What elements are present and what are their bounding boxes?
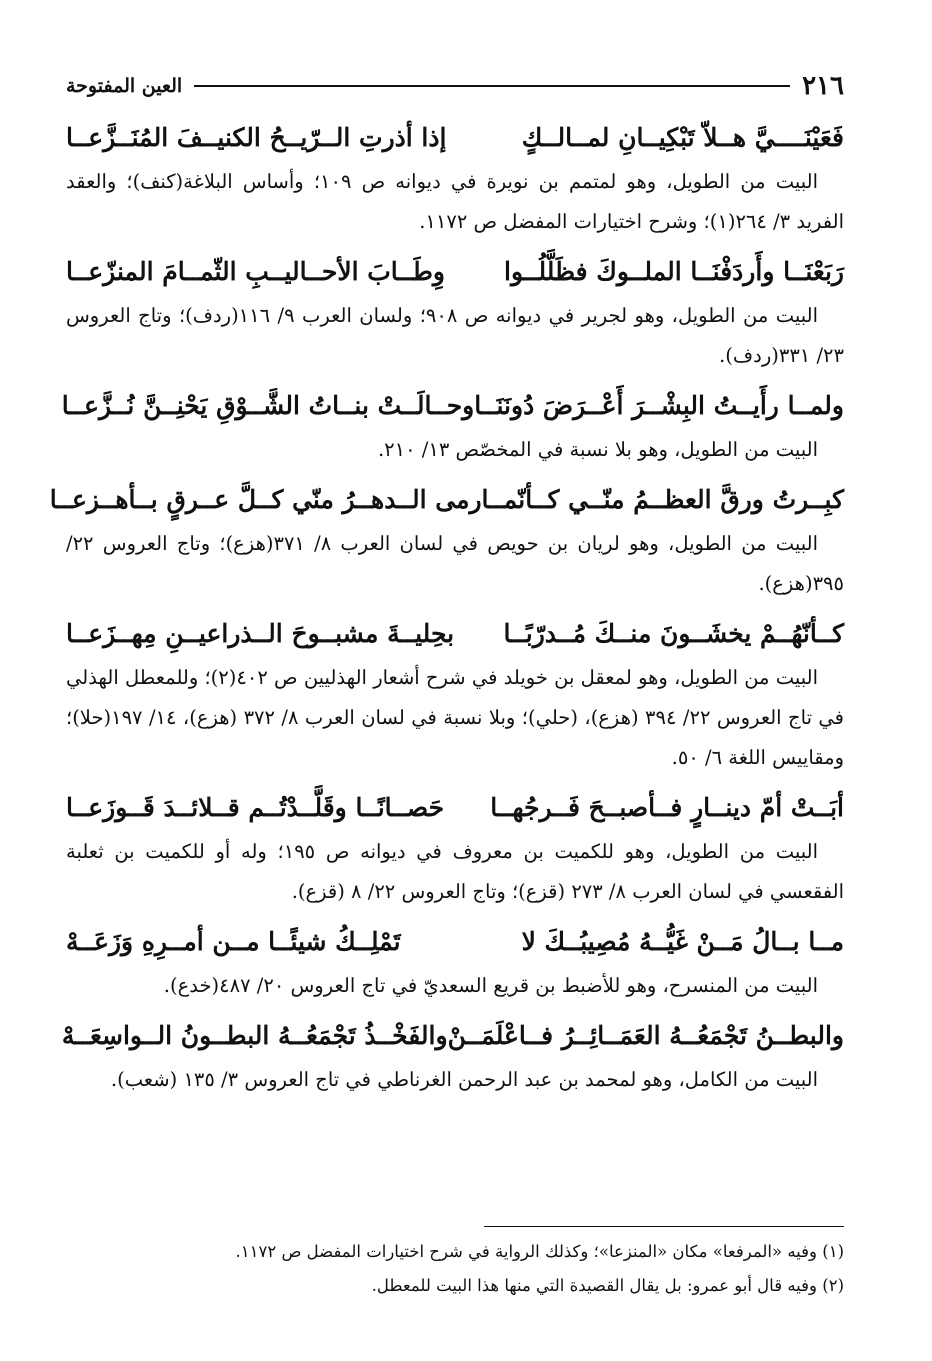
verse-first-hemistich: فَعَيْنَــــيَّ هــلاّ تَبْكِيــانِ لمــالــكٍ (521, 123, 844, 152)
verse-entry-3 (61, 382, 844, 470)
verse-first-hemistich: رَبَعْنَــا وأَردَفْنَــا الملــوكَ فظَلَّلُــوا (504, 257, 844, 286)
verse-second-hemistich: وِطَــابَ الأحــاليــبِ الثّمــامَ المنزّعــا (66, 257, 446, 286)
verse-commentary: البيت من الكامل، وهو لمحمد بن عبد الرحمن الغرناطي في تاج العروس ٣/ ١٣٥ (شعب). (110, 1068, 818, 1091)
running-title: العين المفتوحة (66, 75, 183, 97)
footnotes (66, 1226, 844, 1303)
verse-entry-8 (61, 1012, 844, 1100)
verse-first-hemistich: ولمــا رأَيــتُ البِشْــرَ أَعْــرَضَ دُونَنَــا (474, 391, 844, 420)
verse-commentary: البيت من الطويل، وهو بلا نسبة في المخصّص ١٣/ ٢١٠. (377, 438, 818, 461)
verse-first-hemistich: والبطــنُ تَجْمَعُــهُ العَمَــائِــرُ فــاعْلَمَــنْ (447, 1021, 844, 1050)
verse-first-hemistich: أبَــتْ أمّ دينــارٍ فــأصبــحَ فَــرجُهــا (490, 793, 844, 822)
verse-second-hemistich: تَمْلِــكُ شيئًــا مــن أمــرِهِ وَزَعَــهْ (66, 927, 401, 956)
verse-entry-1 (66, 114, 844, 242)
footnote-1: (١) وفيه «المرفعا» مكان «المنزعا»؛ وكذلك الرواية في شرح اختيارات المفضل ص ١١٧٢. (235, 1242, 844, 1261)
verse-entry-6 (66, 784, 844, 912)
verse-second-hemistich: إذا أذرتِ الــرّيــحُ الكنيــفَ المُنَــزَّعــا (66, 123, 447, 152)
verse-commentary: البيت من الطويل، وهو لمتمم بن نويرة في ديوانه ص ١٠٩؛ وأساس البلاغة(كنف)؛ والعقد الفريد ٣/ ٢٦٤(١)؛ وشرح اختيارات المفضل ص ١١٧٢. (66, 170, 844, 233)
verse-first-hemistich: مــا بــالُ مَــنْ غَيُّــهُ مُصِيبُــكَ لا (521, 927, 844, 956)
verse-entry-2 (66, 248, 844, 376)
verse-entry-5 (66, 610, 844, 778)
verse-second-hemistich: والفَخْــذُ تَجْمَعُــهُ البطــونُ الــواسِعَــهْ (61, 1021, 448, 1050)
verse-second-hemistich: بحِليــةَ مشبــوحَ الــذراعيــنِ مِهــزَعــا (66, 619, 455, 648)
entries (49, 114, 845, 1100)
verse-commentary: البيت من الطويل، وهو لمعقل بن خويلد في شرح أشعار الهذليين ص ٤٠٢(٢)؛ وللمعطل الهذلي في تاج العروس ٢٢/ ٣٩٤ (هزع)، (حلي)؛ وبلا نسبة في لسان العرب ٨/ ٣٧٢ (هزع)، ١٤/ ١٩٧(حلا)؛ ومقاييس اللغة ٦/ ٥٠. (66, 666, 845, 769)
verse-line (61, 1012, 844, 1060)
verse-second-hemistich: رمى الــدهــرُ منّي كــلَّ عــرقٍ بــأهــزعــا (49, 485, 482, 514)
verse-line (49, 476, 844, 524)
verse-second-hemistich: وحــالَــتْ بنــاتُ الشَّــوْقِ يَحْنِــنَّ نُــزَّعــا (61, 391, 475, 420)
verse-commentary: البيت من الطويل، وهو للكميت بن معروف في ديوانه ص ١٩٥؛ وله أو للكميت بن ثعلبة الفقعسي في لسان العرب ٨/ ٢٧٣ (قزع)؛ وتاج العروس ٢٢/ ٨ (قزع). (66, 840, 844, 903)
page-number: ٢١٦ (802, 71, 844, 101)
verse-line (66, 610, 844, 658)
footnote-rule (484, 1226, 844, 1227)
verse-line (66, 248, 844, 296)
verse-first-hemistich: كــأنّهُــمْ يخشَــونَ منــكَ مُــدرّبًــا (503, 619, 844, 648)
verse-entry-4 (49, 476, 844, 604)
verse-commentary: البيت من الطويل، وهو لريان بن حويص في لسان العرب ٨/ ٣٧١(هزع)؛ وتاج العروس ٢٢/ ٣٩٥(هزع). (66, 532, 844, 595)
header-rule (194, 85, 790, 87)
verse-line (66, 918, 844, 966)
page-header (66, 66, 844, 106)
verse-second-hemistich: حَصــانًــا وقَلَّــدْتُــم قــلائــدَ قَــوزَعــا (66, 793, 445, 822)
verse-line (66, 114, 844, 162)
verse-commentary: البيت من المنسرح، وهو للأضبط بن قريع السعديّ في تاج العروس ٢٠/ ٤٨٧(خدع). (163, 974, 818, 997)
verse-line (66, 784, 844, 832)
footnote-2: (٢) وفيه قال أبو عمرو: بل يقال القصيدة التي منها هذا البيت للمعطل. (371, 1276, 844, 1295)
verse-line (61, 382, 844, 430)
verse-first-hemistich: كبِــرتُ ورقَّ العظــمُ منّــي كــأنّمــا (481, 485, 844, 514)
verse-entry-7 (66, 918, 844, 1006)
verse-commentary: البيت من الطويل، وهو لجرير في ديوانه ص ٩٠٨؛ ولسان العرب ٩/ ١١٦(ردف)؛ وتاج العروس ٢٣/ ٣٣١(ردف). (66, 304, 844, 367)
